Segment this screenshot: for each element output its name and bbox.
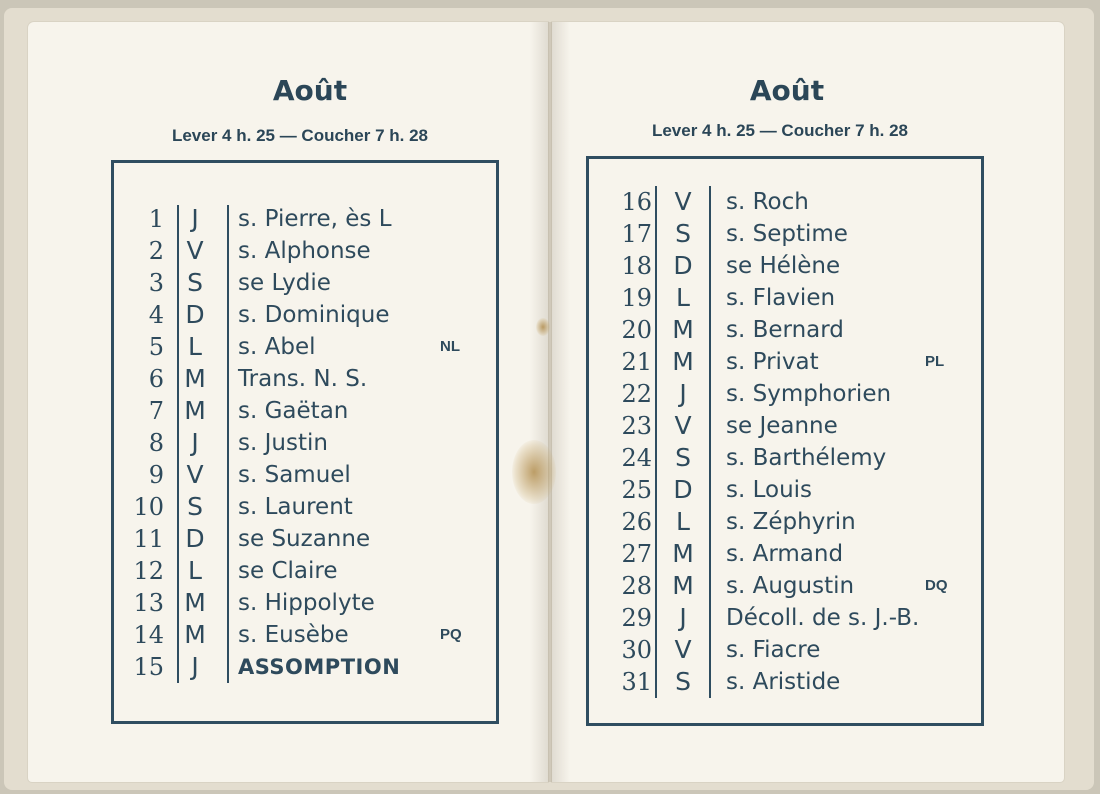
day-weekday: V xyxy=(186,236,204,265)
day-saint: s. Bernard xyxy=(726,317,844,343)
day-number: 8 xyxy=(148,429,164,457)
day-number: 26 xyxy=(621,508,652,536)
day-saint: Trans. N. S. xyxy=(238,366,368,392)
day-row xyxy=(598,410,973,442)
day-number: 21 xyxy=(621,348,652,376)
day-saint: s. Fiacre xyxy=(726,637,821,663)
day-saint: se Lydie xyxy=(238,270,331,296)
day-row xyxy=(598,506,973,538)
day-row xyxy=(110,235,490,267)
day-row xyxy=(110,587,490,619)
day-row xyxy=(598,602,973,634)
day-saint: s. Zéphyrin xyxy=(726,509,856,535)
day-weekday: V xyxy=(674,635,692,664)
day-saint: s. Barthélemy xyxy=(726,445,887,471)
day-weekday: S xyxy=(675,219,691,248)
day-number: 30 xyxy=(621,636,652,664)
day-row xyxy=(110,427,490,459)
day-number: 23 xyxy=(621,412,652,440)
day-saint: se Jeanne xyxy=(726,413,838,439)
day-weekday: M xyxy=(672,539,694,568)
day-saint: s. Dominique xyxy=(238,302,390,328)
day-saint: s. Hippolyte xyxy=(238,590,375,616)
left-month-title: Août xyxy=(272,74,348,107)
day-weekday: J xyxy=(679,603,687,632)
day-saint: ASSOMPTION xyxy=(238,655,401,679)
day-saint: s. Alphonse xyxy=(238,238,371,264)
day-number: 22 xyxy=(621,380,652,408)
day-row xyxy=(598,250,973,282)
day-saint: Décoll. de s. J.-B. xyxy=(726,605,920,631)
day-weekday: M xyxy=(184,364,206,393)
day-weekday: D xyxy=(673,475,693,504)
day-number: 11 xyxy=(133,525,164,553)
moon-phase: DQ xyxy=(925,577,948,594)
paper-stain-small xyxy=(536,318,550,336)
day-number: 24 xyxy=(621,444,652,472)
right-month-title: Août xyxy=(749,74,825,107)
day-row xyxy=(598,378,973,410)
day-row xyxy=(110,203,490,235)
day-number: 9 xyxy=(148,461,164,489)
day-number: 25 xyxy=(621,476,652,504)
day-saint: se Suzanne xyxy=(238,526,371,552)
day-weekday: S xyxy=(187,268,203,297)
day-number: 13 xyxy=(133,589,164,617)
day-number: 14 xyxy=(133,621,164,649)
day-saint: se Claire xyxy=(238,558,338,584)
day-saint: s. Roch xyxy=(726,189,809,215)
day-weekday: J xyxy=(191,652,199,681)
moon-phase: PQ xyxy=(440,626,462,643)
day-saint: s. Abel xyxy=(238,334,316,360)
day-number: 10 xyxy=(133,493,164,521)
day-saint: s. Laurent xyxy=(238,494,353,520)
day-number: 16 xyxy=(621,188,652,216)
day-row xyxy=(598,186,973,218)
day-saint: s. Louis xyxy=(726,477,813,503)
moon-phase: PL xyxy=(925,353,945,370)
day-number: 18 xyxy=(621,252,652,280)
day-weekday: J xyxy=(191,428,199,457)
day-weekday: V xyxy=(186,460,204,489)
day-row xyxy=(598,570,973,602)
day-weekday: M xyxy=(184,396,206,425)
day-weekday: S xyxy=(675,443,691,472)
day-number: 15 xyxy=(133,653,164,681)
day-number: 17 xyxy=(621,220,652,248)
day-saint: s. Augustin xyxy=(726,573,855,599)
day-weekday: J xyxy=(191,204,199,233)
day-weekday: M xyxy=(184,588,206,617)
day-weekday: L xyxy=(676,283,690,312)
day-number: 12 xyxy=(133,557,164,585)
day-row xyxy=(110,395,490,427)
day-number: 6 xyxy=(148,365,164,393)
right-sun-times: Lever 4 h. 25 — Coucher 7 h. 28 xyxy=(651,121,909,140)
day-weekday: M xyxy=(184,620,206,649)
day-weekday: D xyxy=(673,251,693,280)
left-sun-times: Lever 4 h. 25 — Coucher 7 h. 28 xyxy=(171,126,429,145)
day-weekday: S xyxy=(187,492,203,521)
day-saint: s. Justin xyxy=(238,430,328,456)
day-row xyxy=(110,651,490,683)
day-weekday: J xyxy=(679,379,687,408)
day-row xyxy=(110,299,490,331)
day-row xyxy=(598,218,973,250)
book-gutter xyxy=(530,22,570,782)
day-number: 29 xyxy=(621,604,652,632)
day-row xyxy=(110,523,490,555)
day-weekday: L xyxy=(188,332,202,361)
day-weekday: L xyxy=(188,556,202,585)
paper-stain xyxy=(512,440,556,504)
day-saint: s. Samuel xyxy=(238,462,351,488)
day-number: 7 xyxy=(148,397,164,425)
day-row xyxy=(598,346,973,378)
day-row xyxy=(598,538,973,570)
day-number: 5 xyxy=(148,333,164,361)
day-row xyxy=(110,267,490,299)
day-number: 31 xyxy=(621,668,652,696)
day-row xyxy=(598,282,973,314)
day-saint: s. Flavien xyxy=(726,285,836,311)
day-row xyxy=(110,555,490,587)
day-number: 27 xyxy=(621,540,652,568)
day-row xyxy=(598,442,973,474)
day-saint: s. Gaëtan xyxy=(238,398,349,424)
day-number: 4 xyxy=(148,301,164,329)
day-saint: s. Septime xyxy=(726,221,848,247)
day-row xyxy=(598,474,973,506)
day-row xyxy=(598,314,973,346)
day-weekday: M xyxy=(672,315,694,344)
moon-phase: NL xyxy=(440,338,460,355)
day-number: 28 xyxy=(621,572,652,600)
day-weekday: V xyxy=(674,411,692,440)
day-number: 1 xyxy=(148,205,164,233)
day-number: 19 xyxy=(621,284,652,312)
day-saint: s. Eusèbe xyxy=(238,622,349,648)
day-weekday: M xyxy=(672,571,694,600)
day-row xyxy=(110,491,490,523)
day-weekday: D xyxy=(185,300,205,329)
day-row xyxy=(598,666,973,698)
day-saint: s. Symphorien xyxy=(726,381,892,407)
day-weekday: M xyxy=(672,347,694,376)
day-row xyxy=(110,459,490,491)
day-saint: s. Aristide xyxy=(726,669,841,695)
day-row xyxy=(110,331,490,363)
day-saint: se Hélène xyxy=(726,253,841,279)
day-saint: s. Armand xyxy=(726,541,844,567)
day-weekday: S xyxy=(675,667,691,696)
day-number: 20 xyxy=(621,316,652,344)
day-saint: s. Privat xyxy=(726,349,819,375)
day-weekday: V xyxy=(674,187,692,216)
day-number: 2 xyxy=(148,237,164,265)
day-row xyxy=(110,619,490,651)
day-weekday: L xyxy=(676,507,690,536)
day-number: 3 xyxy=(148,269,164,297)
day-weekday: D xyxy=(185,524,205,553)
day-row xyxy=(110,363,490,395)
day-row xyxy=(598,634,973,666)
day-saint: s. Pierre, ès L xyxy=(238,206,392,232)
